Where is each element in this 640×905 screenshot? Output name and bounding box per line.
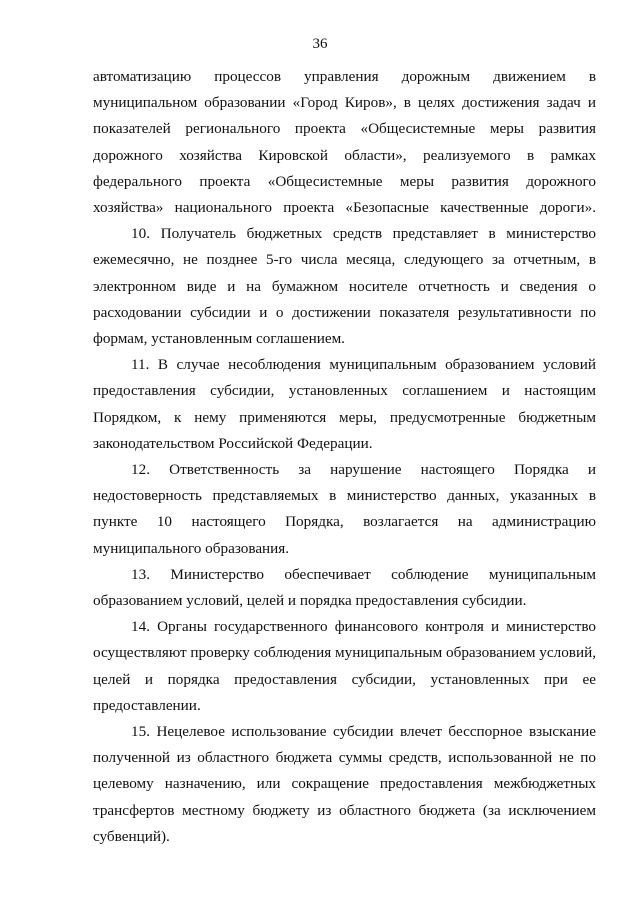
paragraph-13: 13. Министерство обеспечивает соблюдение муниципальным образованием условий, целей и порядка предоставления субсидии.	[93, 565, 596, 610]
paragraph-10: 10. Получатель бюджетных средств представляет в министерство ежемесячно, не позднее 5-го числа месяца, следующего за отчетным, в электронном виде и на бумажном носителе отчетность и сведения о расходовании субсидии и о достижении показателя результативности по формам, установленным соглашением.	[93, 225, 596, 348]
paragraph-14: 14. Органы государственного финансового контроля и министерство осуществляют проверку соблюдения муниципальным образованием условий, целей и порядка предоставления субсидии, установленных при ее предоставлении.	[93, 618, 597, 714]
document-body	[93, 64, 596, 850]
paragraph-continuation: автоматизацию процессов управления дорожным движением в муниципальном образовании «Город Киров», в целях достижения задач и показателей регионального проекта «Общесистемные меры развития дорожного хозяйства Кировской области», реализуемого в рамках федерального проекта «Общесистемные меры развития дорожного хозяйства» национального проекта «Безопасные качественные дороги».	[93, 68, 596, 217]
page-number: 36	[312, 36, 328, 52]
paragraph-15: 15. Нецелевое использование субсидии влечет бесспорное взыскание полученной из областного бюджета суммы средств, использованной не по целевому назначению, или сокращение предоставления межбюджетных трансфертов местному бюджету из областного бюджета (за исключением субвенций).	[93, 723, 596, 845]
paragraph-11: 11. В случае несоблюдения муниципальным образованием условий предоставления субсидии, установленных соглашением и настоящим Порядком, к нему применяются меры, предусмотренные бюджетным законодательством Российской Федерации.	[93, 356, 596, 452]
paragraph-12: 12. Ответственность за нарушение настоящего Порядка и недостоверность представляемых в министерство данных, указанных в пункте 10 настоящего Порядка, возлагается на администрацию муниципального образования.	[93, 461, 596, 557]
